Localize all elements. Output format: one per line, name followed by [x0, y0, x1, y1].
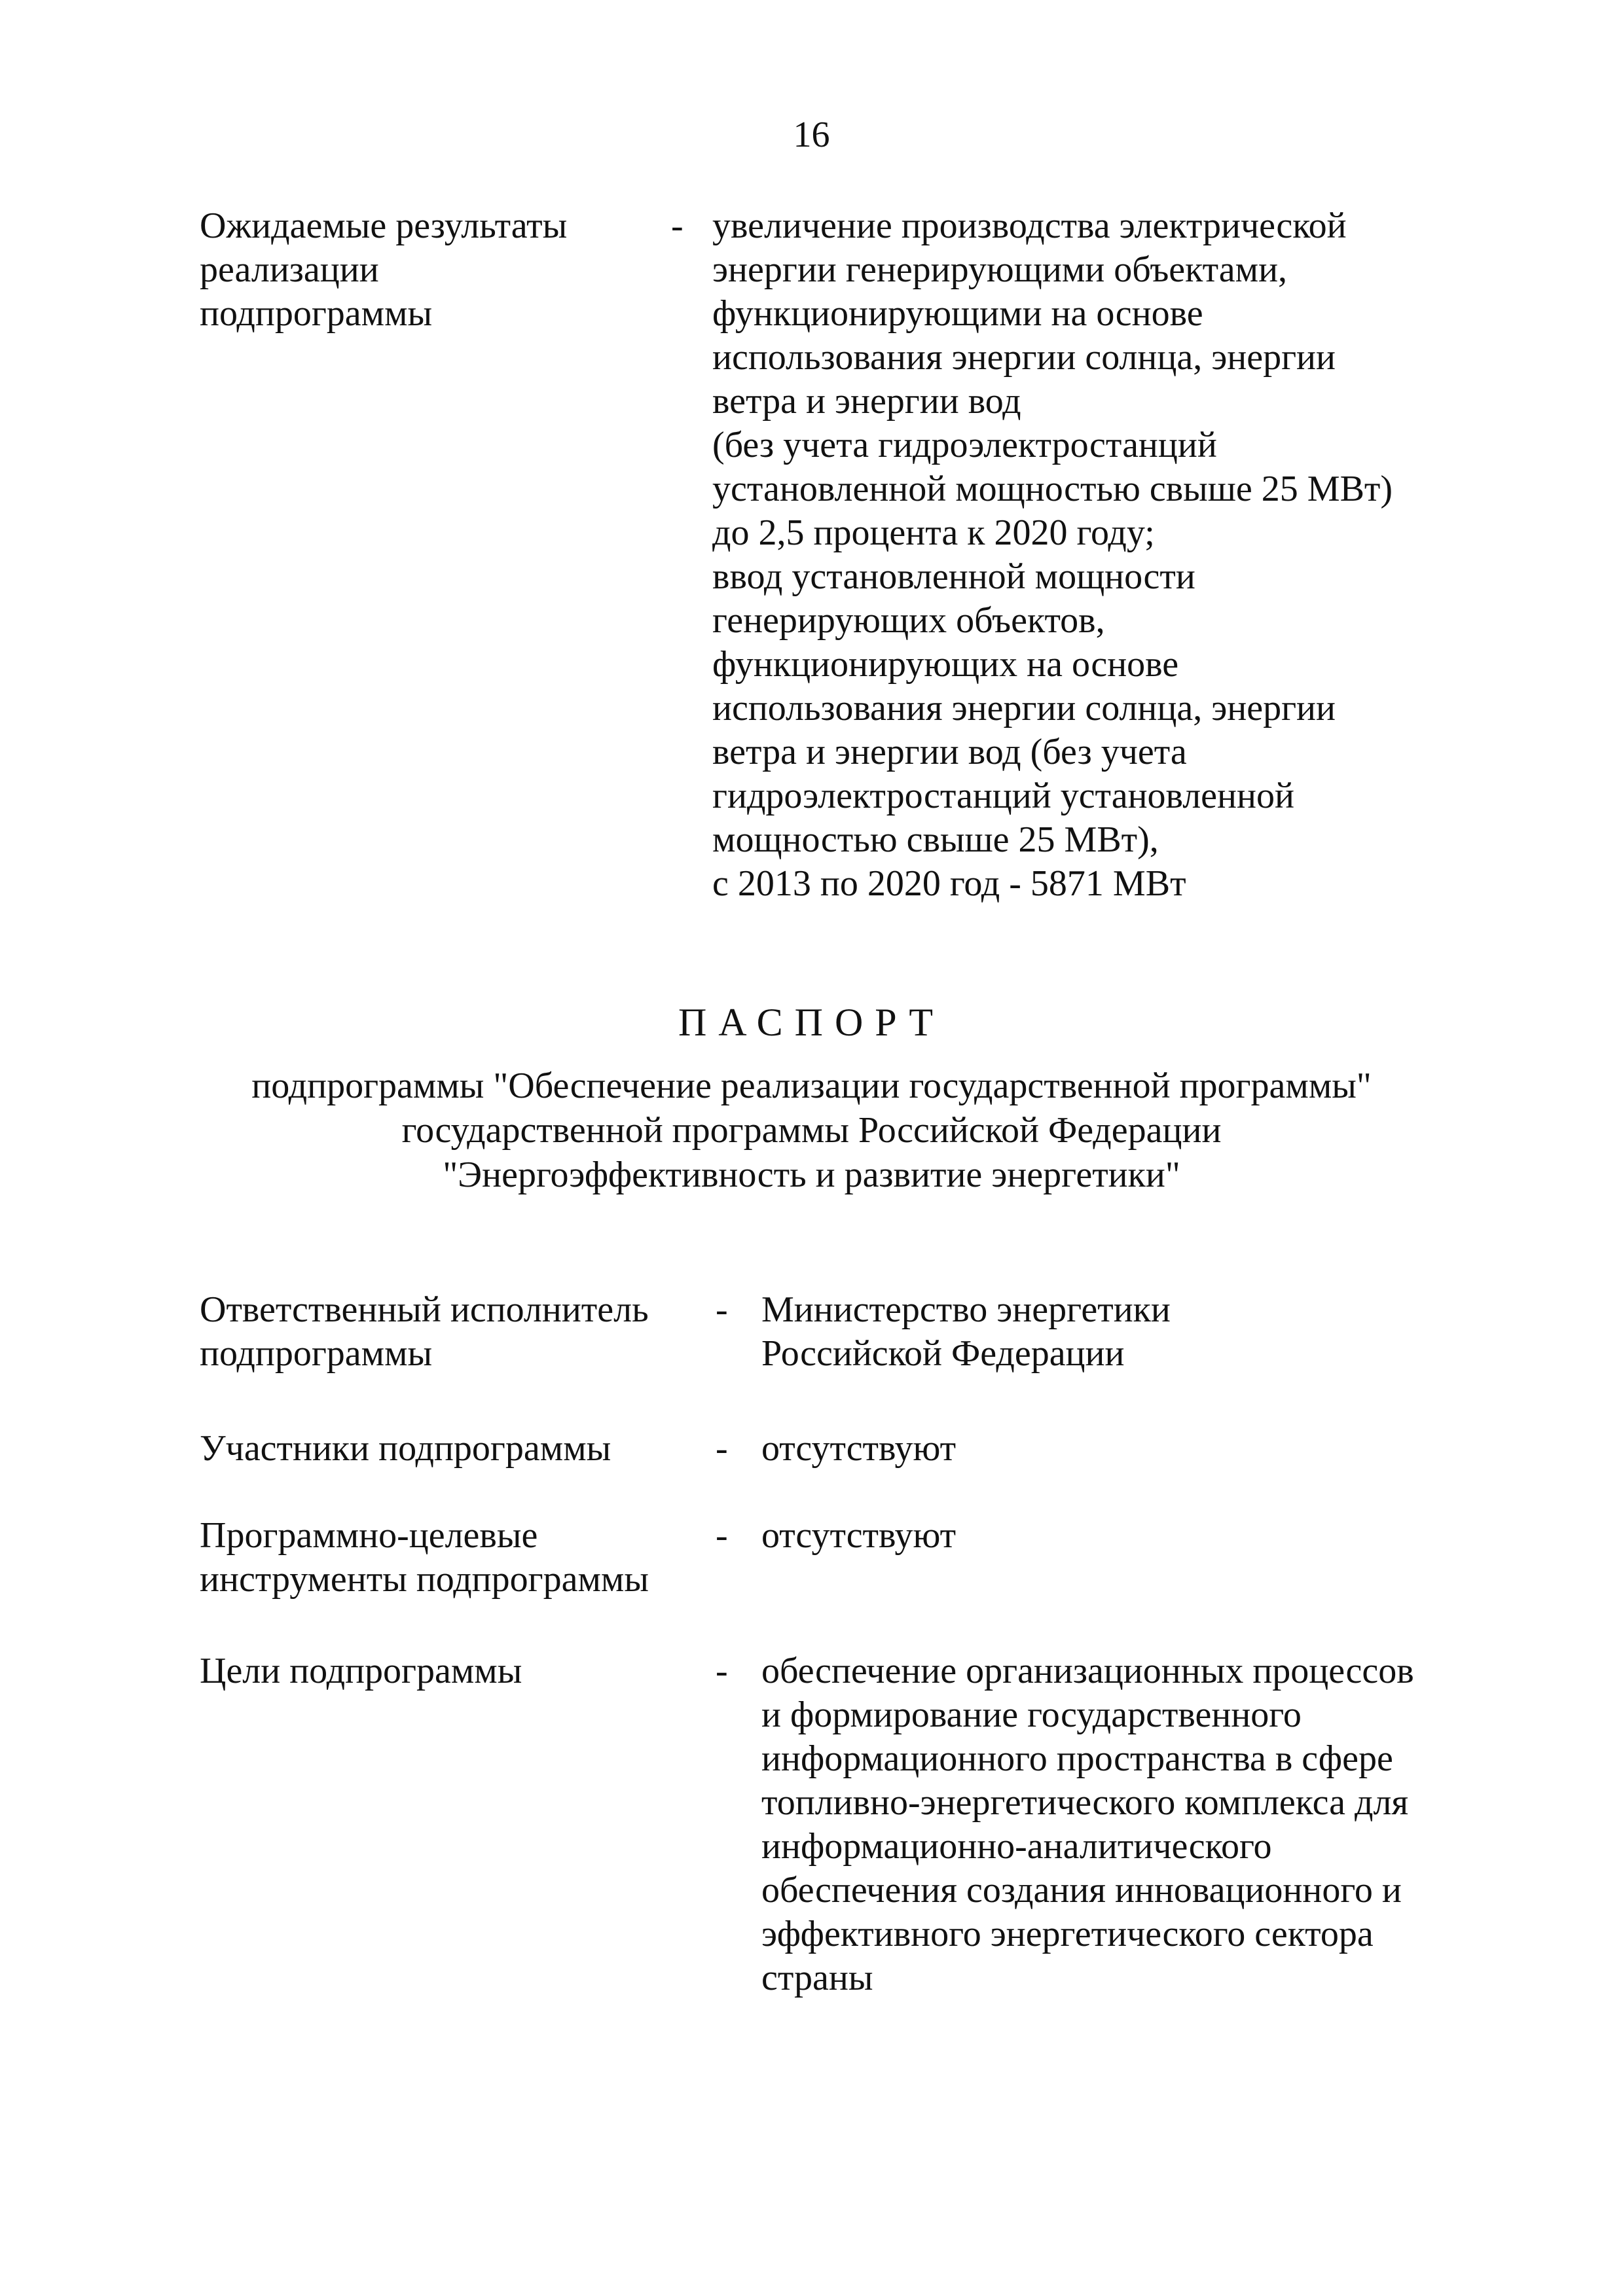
- passport-subtitle: подпрограммы "Обеспечение реализации государственной программы" государственной программы Российской Федерации "Энергоэффективность и развитие энергетики": [251, 1066, 1372, 1195]
- program-instruments-row: [200, 1514, 1476, 1605]
- page-number: 16: [793, 115, 830, 155]
- participants-dash: -: [716, 1428, 728, 1469]
- goals-row: [200, 1649, 1476, 2009]
- program-instruments-value: отсутствуют: [761, 1515, 957, 1556]
- responsible-executor-label: Ответственный исполнитель подпрограммы: [200, 1289, 649, 1374]
- participants-label: Участники подпрограммы: [200, 1428, 611, 1469]
- responsible-executor-value: Министерство энергетики Российской Федерации: [761, 1289, 1171, 1374]
- expected-results-label: Ожидаемые результаты реализации подпрограммы: [200, 206, 568, 334]
- participants-row: [200, 1427, 1476, 1473]
- passport-title: ПАСПОРТ: [678, 1001, 945, 1044]
- goals-dash: -: [716, 1651, 728, 1691]
- expected-results-row: [200, 204, 1444, 911]
- goals-value: обеспечение организационных процессов и формирование государственного информационного пространства в сфере топливно-энергетического комплекса для информационно-аналитического обеспечения создания инновационного и эффективного энергетического сектора страны: [761, 1651, 1414, 1998]
- goals-label: Цели подпрограммы: [200, 1651, 522, 1691]
- expected-results-value: увеличение производства электрической энергии генерирующими объектами, функционирующими на основе использования энергии солнца, энергии ветра и энергии вод (без учета гидроэлектростанций установленной мощностью свыше 25 МВт) до 2,5 процента к 2020 году; ввод установленной мощности генерирующих объектов, функционирующих на основе использования энергии солнца, энергии ветра и энергии вод (без учета гидроэлектростанций установленной мощностью свыше 25 МВт), с 2013 по 2020 год - 5871 МВт: [712, 206, 1393, 904]
- participants-value: отсутствуют: [761, 1428, 957, 1469]
- program-instruments-label: Программно-целевые инструменты подпрограммы: [200, 1515, 649, 1600]
- responsible-executor-dash: -: [716, 1289, 728, 1330]
- expected-results-dash: -: [671, 206, 684, 246]
- responsible-executor-row: [200, 1288, 1476, 1380]
- program-instruments-dash: -: [716, 1515, 728, 1556]
